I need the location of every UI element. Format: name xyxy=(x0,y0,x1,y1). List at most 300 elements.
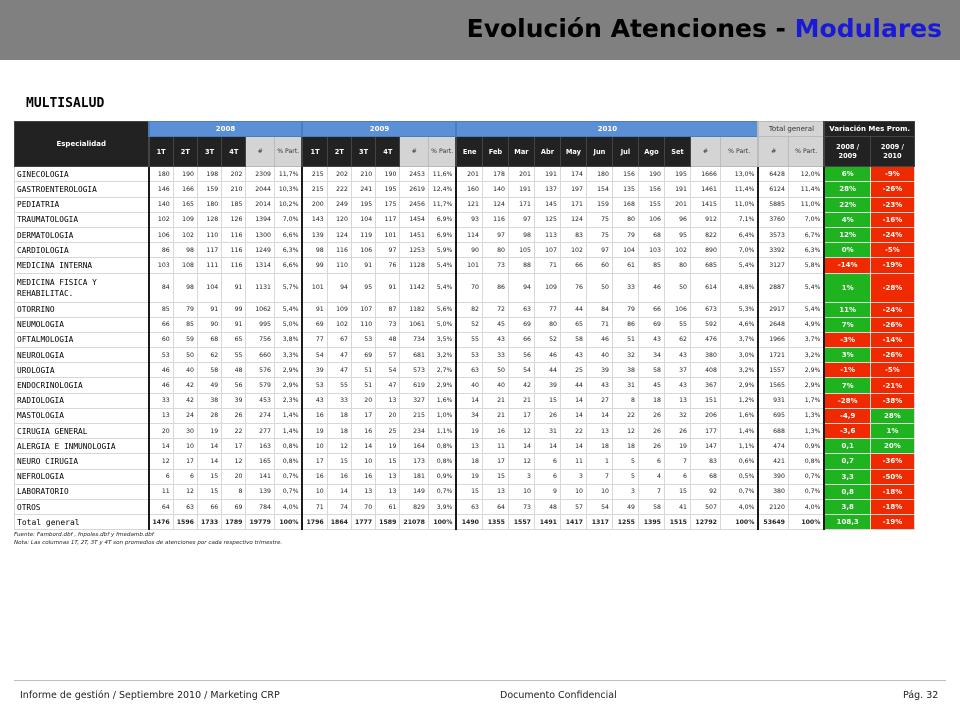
value-cell: 109 xyxy=(327,302,351,317)
value-cell: 87 xyxy=(376,302,400,317)
value-cell: 99 xyxy=(222,302,246,317)
value-cell: 3,2% xyxy=(428,348,456,363)
value-cell: 102 xyxy=(173,227,197,242)
value-cell: 106 xyxy=(351,243,375,258)
value-cell: 1491 xyxy=(534,515,560,530)
value-cell: 5,8% xyxy=(788,258,824,273)
value-cell: 109 xyxy=(534,273,560,302)
value-cell: 201 xyxy=(508,167,534,182)
value-cell: 17 xyxy=(351,408,375,423)
value-cell: 6,7% xyxy=(788,227,824,242)
value-cell: 66 xyxy=(197,499,221,514)
value-cell: 128 xyxy=(197,212,221,227)
value-cell: 12,0% xyxy=(788,167,824,182)
value-cell: 163 xyxy=(246,439,275,454)
value-cell: 13 xyxy=(664,393,690,408)
value-cell: 11,7% xyxy=(274,167,302,182)
specialty-name: LABORATORIO xyxy=(15,484,149,499)
value-cell: 93 xyxy=(456,212,482,227)
value-cell: 6 xyxy=(638,454,664,469)
value-cell: 3 xyxy=(612,484,638,499)
value-cell: 681 xyxy=(400,348,429,363)
value-cell: 44 xyxy=(534,363,560,378)
value-cell: 117 xyxy=(376,212,400,227)
value-cell: 5,4% xyxy=(274,302,302,317)
subheader-2008-q1: 1T xyxy=(149,137,174,167)
value-cell: 55 xyxy=(456,332,482,347)
specialty-name: NEURO CIRUGIA xyxy=(15,454,149,469)
value-cell: 145 xyxy=(534,197,560,212)
value-cell: 26 xyxy=(638,439,664,454)
value-cell: 5,4% xyxy=(720,258,758,273)
value-cell: 890 xyxy=(690,243,720,258)
value-cell: 1461 xyxy=(690,182,720,197)
value-cell: 13 xyxy=(376,484,400,499)
value-cell: 120 xyxy=(327,212,351,227)
value-cell: 0,6% xyxy=(720,454,758,469)
value-cell: 61 xyxy=(612,258,638,273)
header-total-general: Total general xyxy=(758,122,824,137)
value-cell: 16 xyxy=(351,469,375,484)
value-cell: 3,7% xyxy=(788,332,824,347)
value-cell: 660 xyxy=(246,348,275,363)
value-cell: 7,0% xyxy=(274,212,302,227)
value-cell: 22 xyxy=(612,408,638,423)
variation-cell: -21% xyxy=(870,378,914,393)
value-cell: 1394 xyxy=(246,212,275,227)
value-cell: 14 xyxy=(327,484,351,499)
variation-cell: 3,3 xyxy=(824,469,870,484)
specialty-name: NEUMOLOGIA xyxy=(15,317,149,332)
value-cell: 55 xyxy=(327,378,351,393)
value-cell: 17 xyxy=(508,408,534,423)
value-cell: 96 xyxy=(664,212,690,227)
table-row xyxy=(15,182,915,197)
value-cell: 3,9% xyxy=(428,499,456,514)
value-cell: 40 xyxy=(173,363,197,378)
value-cell: 390 xyxy=(758,469,788,484)
variation-cell: 7% xyxy=(824,378,870,393)
value-cell: 2,9% xyxy=(788,378,824,393)
value-cell: 43 xyxy=(302,393,327,408)
value-cell: 6 xyxy=(149,469,174,484)
value-cell: 21 xyxy=(482,393,508,408)
value-cell: 6 xyxy=(173,469,197,484)
value-cell: 55 xyxy=(664,317,690,332)
value-cell: 19 xyxy=(376,439,400,454)
value-cell: 5,3% xyxy=(720,302,758,317)
value-cell: 197 xyxy=(560,182,586,197)
value-cell: 185 xyxy=(222,197,246,212)
value-cell: 90 xyxy=(197,317,221,332)
page-title-highlight: Modulares xyxy=(794,14,942,43)
subheader-total-pct: % Part. xyxy=(788,137,824,167)
value-cell: 4,9% xyxy=(788,317,824,332)
specialty-name: CIRUGIA GENERAL xyxy=(15,424,149,439)
value-cell: 1966 xyxy=(758,332,788,347)
page-title xyxy=(467,14,942,43)
subheader-2010-month-4: Abr xyxy=(534,137,560,167)
value-cell: 1182 xyxy=(400,302,429,317)
value-cell: 99 xyxy=(302,258,327,273)
variation-cell: -26% xyxy=(870,348,914,363)
value-cell: 2,9% xyxy=(720,378,758,393)
value-cell: 135 xyxy=(612,182,638,197)
value-cell: 116 xyxy=(222,227,246,242)
value-cell: 24 xyxy=(173,408,197,423)
value-cell: 14 xyxy=(586,408,612,423)
value-cell: 6,6% xyxy=(274,227,302,242)
value-cell: 139 xyxy=(246,484,275,499)
value-cell: 48 xyxy=(222,363,246,378)
value-cell: 53 xyxy=(456,348,482,363)
value-cell: 30 xyxy=(173,424,197,439)
value-cell: 73 xyxy=(376,317,400,332)
value-cell: 56 xyxy=(508,348,534,363)
specialty-name: ALERGIA E INMUNOLOGIA xyxy=(15,439,149,454)
subheader-total-count: # xyxy=(758,137,788,167)
value-cell: 12 xyxy=(149,454,174,469)
value-cell: 18 xyxy=(327,408,351,423)
value-cell: 47 xyxy=(327,363,351,378)
value-cell: 215 xyxy=(302,182,327,197)
value-cell: 5,7% xyxy=(274,273,302,302)
value-cell: 12 xyxy=(508,454,534,469)
value-cell: 52 xyxy=(456,317,482,332)
value-cell: 53 xyxy=(351,332,375,347)
value-cell: 16 xyxy=(482,424,508,439)
specialty-name: ENDOCRINOLOGIA xyxy=(15,378,149,393)
table-row xyxy=(15,197,915,212)
value-cell: 15 xyxy=(327,454,351,469)
table-row xyxy=(15,393,915,408)
value-cell: 117 xyxy=(197,243,221,258)
value-cell: 59 xyxy=(173,332,197,347)
variation-cell: -16% xyxy=(870,212,914,227)
value-cell: 13 xyxy=(482,484,508,499)
value-cell: 102 xyxy=(327,317,351,332)
value-cell: 0,7% xyxy=(274,469,302,484)
value-cell: 453 xyxy=(246,393,275,408)
subheader-2009-q1: 1T xyxy=(302,137,327,167)
table-row xyxy=(15,499,915,514)
footer-center: Documento Confidencial xyxy=(500,690,617,701)
subheader-2008-count: # xyxy=(246,137,275,167)
value-cell: 2,9% xyxy=(274,378,302,393)
value-cell: 84 xyxy=(149,273,174,302)
value-cell: 26 xyxy=(638,408,664,423)
value-cell: 16 xyxy=(327,469,351,484)
value-cell: 20 xyxy=(376,408,400,423)
value-cell: 43 xyxy=(664,378,690,393)
value-cell: 21 xyxy=(508,393,534,408)
value-cell: 68 xyxy=(690,469,720,484)
header-2009: 2009 xyxy=(302,122,456,137)
header-especialidad: Especialidad xyxy=(15,122,149,167)
value-cell: 113 xyxy=(534,227,560,242)
value-cell: 33 xyxy=(612,273,638,302)
subheader-2009-q4: 4T xyxy=(376,137,400,167)
value-cell: 1789 xyxy=(222,515,246,530)
value-cell: 0,7% xyxy=(720,484,758,499)
value-cell: 26 xyxy=(222,408,246,423)
value-cell: 19779 xyxy=(246,515,275,530)
value-cell: 198 xyxy=(197,167,221,182)
value-cell: 5,4% xyxy=(788,273,824,302)
value-cell: 6,9% xyxy=(428,212,456,227)
value-cell: 14 xyxy=(149,439,174,454)
variation-cell: 3% xyxy=(824,348,870,363)
value-cell: 0,8% xyxy=(428,439,456,454)
value-cell: 28 xyxy=(197,408,221,423)
value-cell: 66 xyxy=(508,332,534,347)
value-cell: 734 xyxy=(400,332,429,347)
value-cell: 137 xyxy=(534,182,560,197)
value-cell: 64 xyxy=(149,499,174,514)
value-cell: 15 xyxy=(376,454,400,469)
value-cell: 6 xyxy=(664,469,690,484)
value-cell: 0,8% xyxy=(788,454,824,469)
subheader-2010-month-8: Ago xyxy=(638,137,664,167)
value-cell: 53 xyxy=(302,378,327,393)
variation-cell: 1% xyxy=(824,273,870,302)
value-cell: 53649 xyxy=(758,515,788,530)
variation-cell: -50% xyxy=(870,469,914,484)
value-cell: 83 xyxy=(560,227,586,242)
value-cell: 190 xyxy=(638,167,664,182)
value-cell: 20 xyxy=(222,469,246,484)
table-row xyxy=(15,273,915,302)
value-cell: 11 xyxy=(482,439,508,454)
value-cell: 1317 xyxy=(586,515,612,530)
specialty-name: PEDIATRIA xyxy=(15,197,149,212)
value-cell: 1476 xyxy=(149,515,174,530)
value-cell: 1490 xyxy=(456,515,482,530)
value-cell: 5,4% xyxy=(788,302,824,317)
value-cell: 80 xyxy=(482,243,508,258)
specialty-name: OTROS xyxy=(15,499,149,514)
value-cell: 73 xyxy=(482,258,508,273)
value-cell: 101 xyxy=(456,258,482,273)
value-cell: 57 xyxy=(376,348,400,363)
value-cell: 91 xyxy=(351,258,375,273)
value-cell: 66 xyxy=(149,317,174,332)
value-cell: 60 xyxy=(586,258,612,273)
table-row xyxy=(15,212,915,227)
value-cell: 174 xyxy=(560,167,586,182)
value-cell: 5 xyxy=(612,454,638,469)
subheader-2009-count: # xyxy=(400,137,429,167)
value-cell: 1355 xyxy=(482,515,508,530)
value-cell: 6,3% xyxy=(274,243,302,258)
value-cell: 106 xyxy=(149,227,174,242)
value-cell: 100% xyxy=(720,515,758,530)
value-cell: 52 xyxy=(534,332,560,347)
value-cell: 1300 xyxy=(246,227,275,242)
value-cell: 1061 xyxy=(400,317,429,332)
value-cell: 995 xyxy=(246,317,275,332)
value-cell: 10 xyxy=(173,439,197,454)
variation-cell: 28% xyxy=(824,182,870,197)
value-cell: 97 xyxy=(482,227,508,242)
value-cell: 97 xyxy=(586,243,612,258)
value-cell: 3,7% xyxy=(720,332,758,347)
specialty-name: OFTALMOLOGIA xyxy=(15,332,149,347)
value-cell: 7 xyxy=(586,469,612,484)
value-cell: 5,4% xyxy=(428,258,456,273)
value-cell: 4,0% xyxy=(720,499,758,514)
specialty-name: TRAUMATOLOGIA xyxy=(15,212,149,227)
value-cell: 201 xyxy=(456,167,482,182)
value-cell: 5 xyxy=(612,469,638,484)
subheader-var-2009-2010: 2009 / 2010 xyxy=(870,137,914,167)
value-cell: 69 xyxy=(351,348,375,363)
value-cell: 2,9% xyxy=(428,378,456,393)
value-cell: 68 xyxy=(197,332,221,347)
value-cell: 107 xyxy=(351,302,375,317)
value-cell: 592 xyxy=(690,317,720,332)
value-cell: 1,4% xyxy=(274,408,302,423)
value-cell: 202 xyxy=(327,167,351,182)
value-cell: 1417 xyxy=(560,515,586,530)
value-cell: 1 xyxy=(586,454,612,469)
value-cell: 98 xyxy=(508,227,534,242)
value-cell: 98 xyxy=(173,273,197,302)
value-cell: 140 xyxy=(149,197,174,212)
value-cell: 22 xyxy=(560,424,586,439)
variation-cell: 0% xyxy=(824,243,870,258)
value-cell: 68 xyxy=(638,227,664,242)
value-cell: 32 xyxy=(612,348,638,363)
value-cell: 13,0% xyxy=(720,167,758,182)
value-cell: 3,5% xyxy=(428,332,456,347)
table-row xyxy=(15,348,915,363)
value-cell: 46 xyxy=(534,348,560,363)
header-2008: 2008 xyxy=(149,122,303,137)
value-cell: 100% xyxy=(428,515,456,530)
value-cell: 40 xyxy=(482,378,508,393)
table-row xyxy=(15,258,915,273)
value-cell: 114 xyxy=(456,227,482,242)
value-cell: 17 xyxy=(222,439,246,454)
table-row xyxy=(15,484,915,499)
value-cell: 1249 xyxy=(246,243,275,258)
value-cell: 16 xyxy=(351,424,375,439)
value-cell: 576 xyxy=(246,363,275,378)
value-cell: 102 xyxy=(149,212,174,227)
value-cell: 116 xyxy=(482,212,508,227)
value-cell: 43 xyxy=(560,348,586,363)
value-cell: 18 xyxy=(586,439,612,454)
value-cell: 159 xyxy=(586,197,612,212)
value-cell: 11 xyxy=(560,454,586,469)
variation-cell: 22% xyxy=(824,197,870,212)
subheader-2010-pct: % Part. xyxy=(720,137,758,167)
value-cell: 124 xyxy=(327,227,351,242)
value-cell: 1596 xyxy=(173,515,197,530)
value-cell: 85 xyxy=(173,317,197,332)
value-cell: 3392 xyxy=(758,243,788,258)
specialty-name: Total general xyxy=(15,515,149,530)
value-cell: 1733 xyxy=(197,515,221,530)
table-notes xyxy=(14,531,282,547)
value-cell: 180 xyxy=(586,167,612,182)
value-cell: 80 xyxy=(534,317,560,332)
page-title-main: Evolución Atenciones - xyxy=(466,14,795,43)
value-cell: 10 xyxy=(302,484,327,499)
value-cell: 54 xyxy=(586,499,612,514)
value-cell: 147 xyxy=(690,439,720,454)
value-cell: 27 xyxy=(586,393,612,408)
subheader-2010-month-1: Ene xyxy=(456,137,482,167)
value-cell: 48 xyxy=(534,499,560,514)
value-cell: 51 xyxy=(351,378,375,393)
value-cell: 43 xyxy=(638,332,664,347)
value-cell: 1142 xyxy=(400,273,429,302)
value-cell: 14 xyxy=(534,439,560,454)
value-cell: 1,1% xyxy=(428,424,456,439)
value-cell: 14 xyxy=(456,393,482,408)
value-cell: 1,2% xyxy=(720,393,758,408)
value-cell: 614 xyxy=(690,273,720,302)
value-cell: 0,8% xyxy=(274,439,302,454)
value-cell: 191 xyxy=(534,167,560,182)
value-cell: 3127 xyxy=(758,258,788,273)
value-cell: 139 xyxy=(302,227,327,242)
value-cell: 2014 xyxy=(246,197,275,212)
value-cell: 1451 xyxy=(400,227,429,242)
value-cell: 4,0% xyxy=(788,499,824,514)
value-cell: 277 xyxy=(246,424,275,439)
value-cell: 66 xyxy=(560,258,586,273)
variation-cell: -18% xyxy=(870,484,914,499)
value-cell: 1395 xyxy=(638,515,664,530)
value-cell: 7,1% xyxy=(720,212,758,227)
value-cell: 181 xyxy=(400,469,429,484)
value-cell: 11,6% xyxy=(428,167,456,182)
value-cell: 10 xyxy=(302,439,327,454)
value-cell: 18 xyxy=(612,439,638,454)
value-cell: 83 xyxy=(690,454,720,469)
value-cell: 380 xyxy=(758,484,788,499)
value-cell: 1589 xyxy=(376,515,400,530)
value-cell: 1062 xyxy=(246,302,275,317)
value-cell: 79 xyxy=(173,302,197,317)
value-cell: 34 xyxy=(456,408,482,423)
variation-cell: -5% xyxy=(870,363,914,378)
value-cell: 5,4% xyxy=(428,273,456,302)
value-cell: 26 xyxy=(638,424,664,439)
value-cell: 7,0% xyxy=(720,243,758,258)
value-cell: 190 xyxy=(376,167,400,182)
value-cell: 579 xyxy=(246,378,275,393)
value-cell: 673 xyxy=(690,302,720,317)
table-row xyxy=(15,227,915,242)
value-cell: 14 xyxy=(197,454,221,469)
value-cell: 222 xyxy=(327,182,351,197)
value-cell: 69 xyxy=(638,317,664,332)
value-cell: 12792 xyxy=(690,515,720,530)
value-cell: 105 xyxy=(508,243,534,258)
value-cell: 14 xyxy=(197,439,221,454)
value-cell: 6 xyxy=(534,454,560,469)
value-cell: 77 xyxy=(302,332,327,347)
value-cell: 19 xyxy=(664,439,690,454)
value-cell: 46 xyxy=(149,363,174,378)
explanation-note: Nota: Las columnas 1T, 2T, 3T y 4T son promedios de atenciones por cada respectivo trimestre. xyxy=(14,540,283,546)
value-cell: 91 xyxy=(376,273,400,302)
value-cell: 5,0% xyxy=(274,317,302,332)
